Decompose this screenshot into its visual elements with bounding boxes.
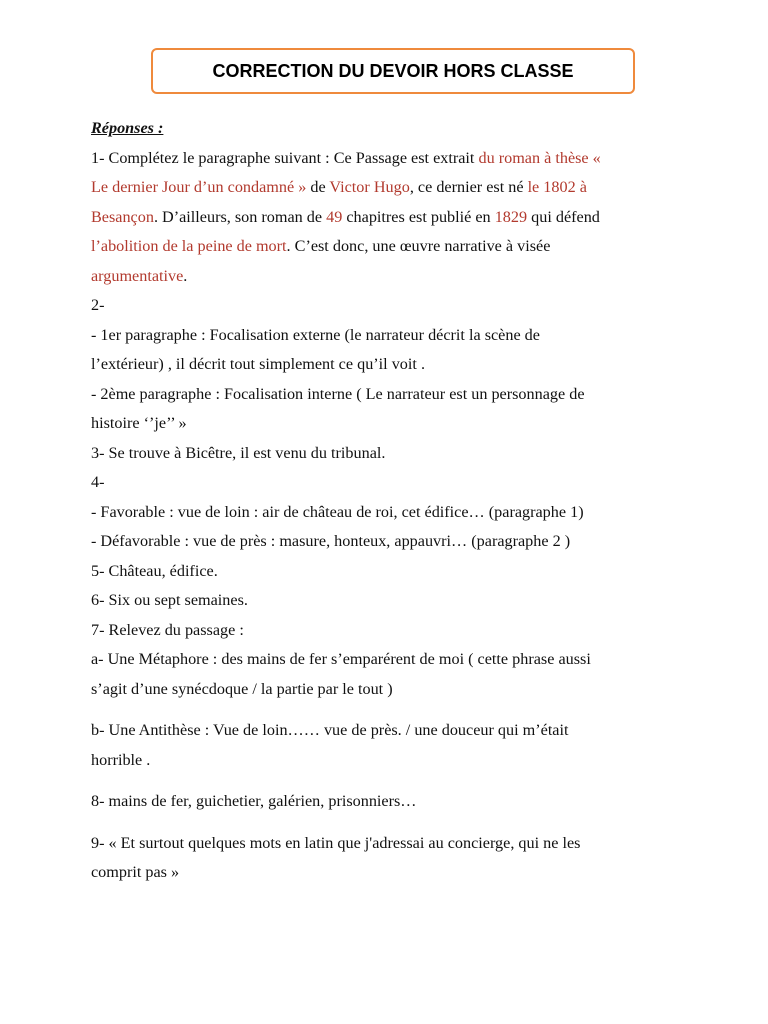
spacer bbox=[91, 775, 671, 787]
q7-b-line-1: b- Une Antithèse : Vue de loin…… vue de près. / une douceur qui m’était bbox=[91, 721, 569, 739]
q3-answer: 3- Se trouve à Bicêtre, il est venu du tribunal. bbox=[91, 443, 386, 462]
q1-text: . bbox=[183, 266, 188, 285]
q4-defavorable: - Défavorable : vue de près : masure, honteux, appauvri… (paragraphe 2 ) bbox=[91, 532, 571, 550]
q1-text: . C’est donc, une œuvre narrative à visée bbox=[286, 237, 551, 255]
q4-label: 4- bbox=[91, 473, 105, 491]
title-box bbox=[151, 48, 635, 94]
q2-paragraph-2-line-1: - 2ème paragraphe : Focalisation interne ( Le narrateur est un personnage de bbox=[91, 384, 585, 403]
q7-a-line-2: s’agit d’une synécdoque / la partie par le tout ) bbox=[91, 679, 393, 698]
q1-highlight: argumentative bbox=[91, 266, 184, 285]
q1-text: . D’ailleurs, son roman de bbox=[153, 207, 327, 226]
q9-line-1: 9- « Et surtout quelques mots en latin que j'adressai au concierge, qui ne les bbox=[91, 833, 581, 852]
spacer bbox=[91, 817, 671, 829]
q1-highlight: 49 bbox=[326, 207, 343, 226]
q1-highlight: Victor Hugo bbox=[329, 178, 410, 196]
answers-heading-line bbox=[91, 114, 671, 144]
answers-heading: Réponses : bbox=[91, 119, 164, 137]
q1-highlight: Besançon bbox=[91, 207, 154, 226]
q2-paragraph-1-line-1: - 1er paragraphe : Focalisation externe (le narrateur décrit la scène de bbox=[91, 325, 540, 344]
q9-line-2: comprit pas » bbox=[91, 863, 180, 881]
q1-highlight: le 1802 à bbox=[527, 178, 587, 196]
q1-line-3 bbox=[91, 203, 671, 233]
q1-highlight: 1829 bbox=[494, 207, 528, 226]
q1-text: qui défend bbox=[527, 207, 600, 226]
q7-a-line-1: a- Une Métaphore : des mains de fer s’emparérent de moi ( cette phrase aussi bbox=[91, 650, 591, 668]
q1-line-5 bbox=[91, 262, 671, 292]
spacer bbox=[91, 704, 671, 716]
q7-label: 7- Relevez du passage : bbox=[91, 620, 244, 639]
q1-highlight: Le dernier Jour d’un condamné » bbox=[91, 178, 307, 196]
q1-text: 1- Complétez le paragraphe suivant : Ce Passage est extrait bbox=[91, 148, 479, 167]
q2-paragraph-1-line-2: l’extérieur) , il décrit tout simplement ce qu’il voit . bbox=[91, 355, 425, 373]
q1-highlight: du roman à thèse « bbox=[478, 148, 601, 167]
q1-text: chapitres est publié en bbox=[342, 207, 495, 226]
document-title: CORRECTION DU DEVOIR HORS CLASSE bbox=[212, 60, 574, 81]
q7-b-line-2: horrible . bbox=[91, 750, 151, 769]
q1-text: de bbox=[306, 178, 330, 196]
q6-answer: 6- Six ou sept semaines. bbox=[91, 591, 248, 609]
q4-favorable: - Favorable : vue de loin : air de château de roi, cet édifice… (paragraphe 1) bbox=[91, 502, 584, 521]
q1-line-1 bbox=[91, 144, 671, 174]
q5-answer: 5- Château, édifice. bbox=[91, 561, 218, 580]
q1-highlight: l’abolition de la peine de mort bbox=[91, 237, 287, 255]
q1-line-2 bbox=[91, 173, 671, 203]
q8-answer: 8- mains de fer, guichetier, galérien, prisonniers… bbox=[91, 792, 417, 810]
q2-paragraph-2-line-2: histoire ‘’je’’ » bbox=[91, 414, 187, 432]
q1-text: , ce dernier est né bbox=[409, 178, 528, 196]
q2-label: 2- bbox=[91, 296, 105, 314]
q1-line-4 bbox=[91, 232, 671, 262]
document-body bbox=[91, 114, 671, 888]
